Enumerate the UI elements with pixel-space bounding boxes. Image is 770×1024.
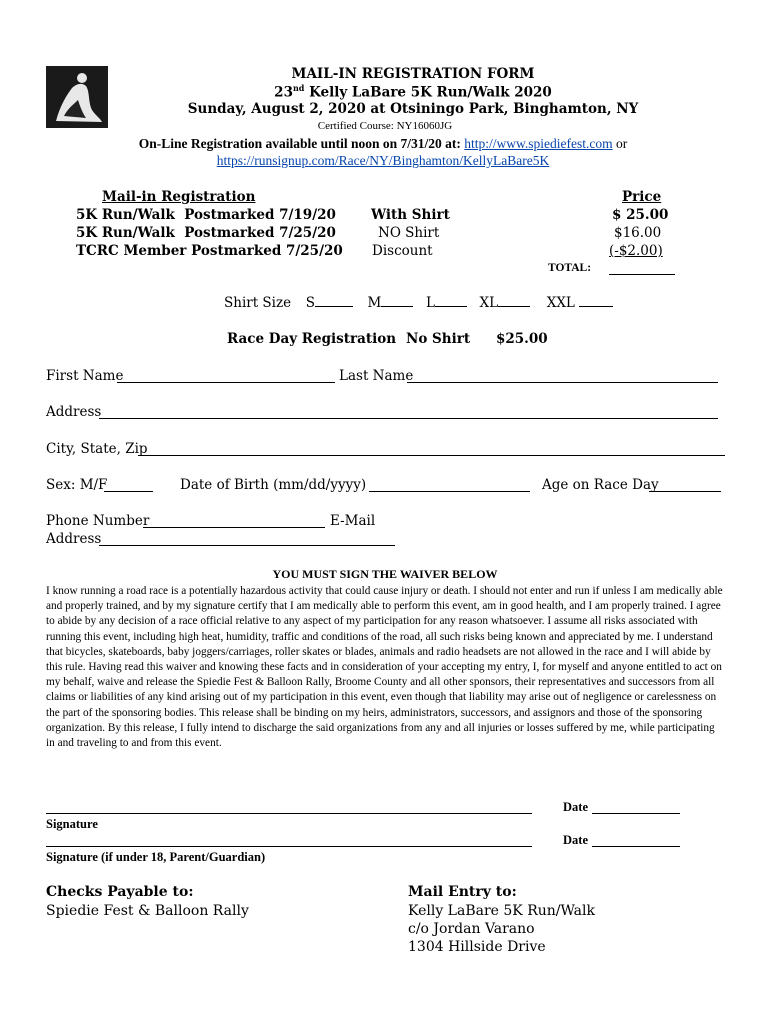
race-day-label: Race Day Registration (227, 331, 397, 347)
price-row-1-option: With Shirt (371, 207, 450, 223)
event-name: Kelly LaBare 5K Run/Walk 2020 (309, 84, 552, 101)
dob-field[interactable] (369, 491, 530, 492)
sex-label: Sex: M/F (46, 477, 108, 493)
email-address-label: Address (46, 531, 102, 547)
mail-line-2: c/o Jordan Varano (408, 921, 535, 937)
total-label: TOTAL: (548, 262, 592, 274)
city-state-zip-field[interactable] (138, 455, 725, 456)
shirt-size-xxl: XXL (546, 295, 575, 311)
shirt-size-l: L (425, 295, 435, 311)
mailin-header: Mail-in Registration (102, 189, 256, 205)
mail-title: Mail Entry to: (408, 884, 517, 900)
mail-line-1: Kelly LaBare 5K Run/Walk (408, 903, 595, 919)
email-label: E-Mail (330, 513, 376, 529)
checks-value: Spiedie Fest & Balloon Rally (46, 903, 249, 919)
waiver-heading: YOU MUST SIGN THE WAIVER BELOW (272, 567, 498, 581)
last-name-label: Last Name (339, 368, 414, 384)
age-field[interactable] (649, 491, 721, 492)
price-row-2-option: NO Shirt (378, 225, 440, 241)
event-number: 23 (274, 84, 293, 101)
shirt-size-s: S (305, 295, 315, 311)
price-row-3-price: (-$2.00) (609, 243, 663, 259)
shirt-size-xl-field[interactable] (498, 305, 530, 307)
address-label: Address (46, 404, 102, 420)
dob-label: Date of Birth (mm/dd/yyyy) (180, 477, 367, 493)
online-prefix: On-Line Registration available until noon on 7/31/20 at: (138, 136, 461, 151)
shirt-size-xl: XL (479, 295, 499, 311)
course-cert: Certified Course: NY16060JG (317, 120, 453, 132)
form-title: MAIL-IN REGISTRATION FORM (291, 66, 535, 82)
shirt-size-label: Shirt Size (224, 295, 292, 311)
mail-line-3: 1304 Hillside Drive (408, 939, 546, 955)
price-header: Price (622, 189, 662, 205)
shirt-size-m: M (367, 295, 382, 311)
guardian-signature-label: Signature (if under 18, Parent/Guardian) (46, 850, 266, 864)
shirt-size-m-field[interactable] (381, 305, 413, 307)
event-title (0, 83, 770, 101)
first-name-field[interactable] (117, 382, 335, 383)
phone-label: Phone Number (46, 513, 150, 529)
price-row-1-label: 5K Run/Walk Postmarked 7/19/20 (76, 207, 336, 223)
guardian-date-field[interactable] (592, 846, 680, 847)
email-field[interactable] (99, 545, 395, 546)
phone-field[interactable] (143, 527, 325, 528)
event-date-place: Sunday, August 2, 2020 at Otsiningo Park, Binghamton, NY (187, 101, 639, 117)
last-name-field[interactable] (407, 382, 718, 383)
age-label: Age on Race Day (542, 477, 659, 493)
total-field[interactable] (609, 274, 675, 275)
waiver-text: I know running a road race is a potentially hazardous activity that could cause injury or death. I should not enter and run if unless I am medically able and properly trained, and by my signature certify that I am medically able to perform this event, am in good health, and I am properly trained. I agree to abide by any decision of a race official relative to any aspect of my participation for any reason whatsoever. I assume all risks associated with running this event, including high heat, humidity, traffic and conditions of the road, all such risks being known and appreciated by me. I understand that bicycles, skateboards, baby joggers/carriages, roller skates or blades, animals and radio headsets are not allowed in the race and I will abide by this rule. Having read this waiver and knowing these facts and in consideration of your accepting my entry, I, for myself and anyone entitled to act on my behalf, waive and release the Spiedie Fest & Balloon Rally, Broome County and all other sponsors, their representatives and successors from all claims or liabilities of any kind arising out of my participation in this event, even though that liability may arise out of negligence or carelessness on the part of the sponsoring bodies. This release shall be binding on my heirs, administrators, successors, and assignors and those of the sponsoring organization. By this release, I fully intend to discharge the said organizations from any and all injuries or losses suffered by me, while participating in and traveling to and from this event. (46, 585, 723, 750)
race-day-price: $25.00 (496, 331, 548, 347)
guardian-signature-field[interactable] (46, 846, 532, 847)
address-field[interactable] (99, 418, 718, 419)
shirt-size-row (224, 295, 613, 311)
price-row-3-option: Discount (372, 243, 433, 259)
runsignup-link[interactable]: https://runsignup.com/Race/NY/Binghamton/KellyLaBare5K (216, 153, 550, 168)
spiediefest-link[interactable]: http://www.spiediefest.com (464, 136, 613, 151)
shirt-size-l-field[interactable] (435, 305, 467, 307)
signature-date-label: Date (563, 800, 588, 814)
online-or: or (616, 136, 628, 151)
race-day-option: No Shirt (406, 331, 471, 347)
checks-title: Checks Payable to: (46, 884, 194, 900)
city-state-zip-label: City, State, Zip (46, 441, 148, 457)
signature-label: Signature (46, 817, 98, 831)
online-registration (0, 136, 766, 152)
price-row-2-label: 5K Run/Walk Postmarked 7/25/20 (76, 225, 336, 241)
price-row-1-price: $ 25.00 (612, 207, 669, 223)
online-link-row (0, 153, 766, 169)
sex-field[interactable] (104, 491, 153, 492)
event-number-suffix: nd (292, 83, 305, 93)
first-name-label: First Name (46, 368, 124, 384)
shirt-size-s-field[interactable] (315, 305, 353, 307)
shirt-size-xxl-field[interactable] (579, 305, 613, 307)
price-row-2-price: $16.00 (614, 225, 662, 241)
price-row-3-label: TCRC Member Postmarked 7/25/20 (76, 243, 343, 259)
guardian-date-label: Date (563, 833, 588, 847)
signature-date-field[interactable] (592, 813, 680, 814)
signature-field[interactable] (46, 813, 532, 814)
